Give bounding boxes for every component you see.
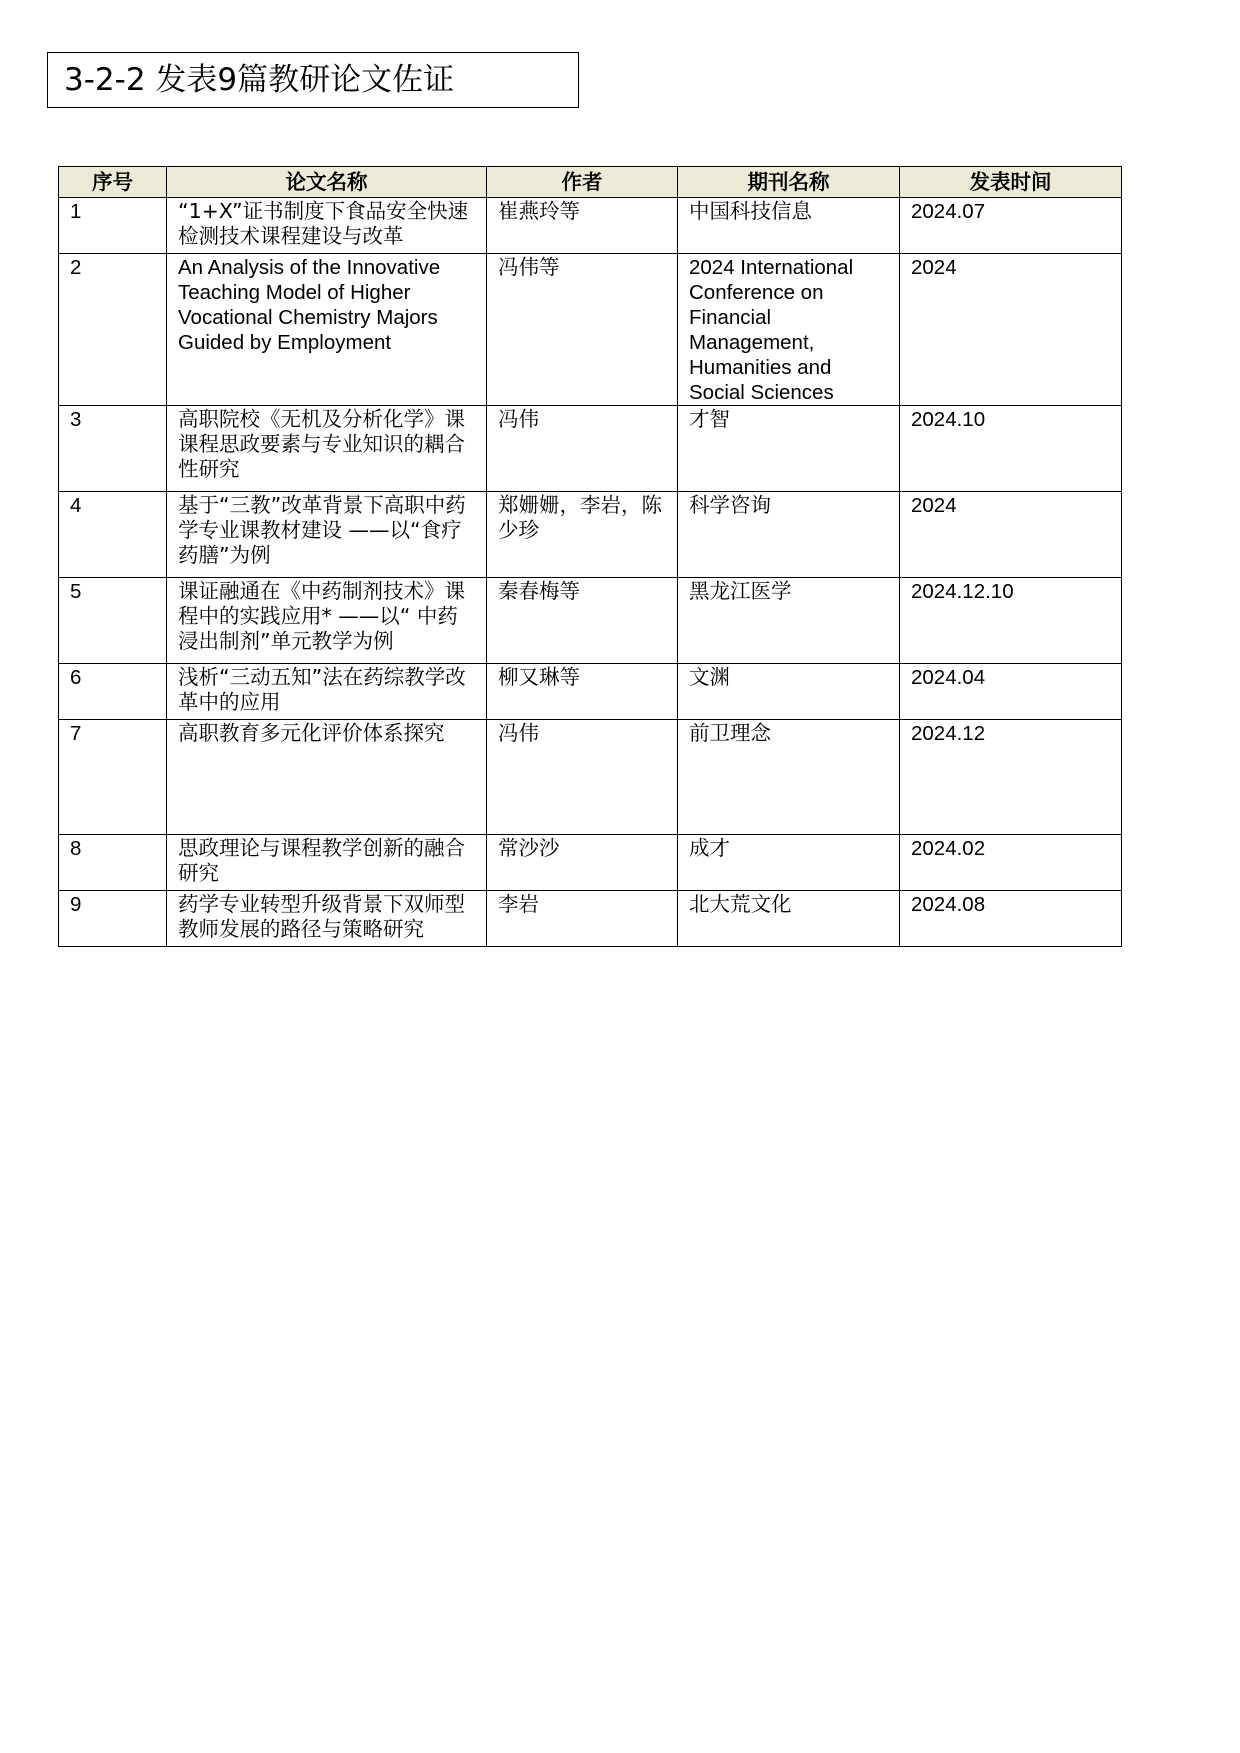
cell-date: 2024 xyxy=(900,254,1122,406)
table-row xyxy=(59,198,1122,254)
table-row xyxy=(59,254,1122,406)
cell-date: 2024.10 xyxy=(900,406,1122,492)
cell-date: 2024.02 xyxy=(900,835,1122,891)
header-journal: 期刊名称 xyxy=(678,167,900,198)
cell-title: 课证融通在《中药制剂技术》课程中的实践应用* ——以“ 中药浸出制剂”单元教学为例 xyxy=(167,578,487,664)
header-title: 论文名称 xyxy=(167,167,487,198)
cell-author: 崔燕玲等 xyxy=(487,198,678,254)
cell-date: 2024.08 xyxy=(900,891,1122,947)
cell-author: 冯伟等 xyxy=(487,254,678,406)
page-title-box xyxy=(47,52,579,108)
papers-table xyxy=(58,166,1122,947)
table-row xyxy=(59,406,1122,492)
table-row xyxy=(59,720,1122,835)
cell-author: 常沙沙 xyxy=(487,835,678,891)
page-title: 3-2-2 发表9篇教研论文佐证 xyxy=(64,61,455,98)
cell-date: 2024.12 xyxy=(900,720,1122,835)
cell-no: 3 xyxy=(59,406,167,492)
cell-author: 李岩 xyxy=(487,891,678,947)
cell-date: 2024 xyxy=(900,492,1122,578)
cell-author: 冯伟 xyxy=(487,720,678,835)
cell-author: 冯伟 xyxy=(487,406,678,492)
header-author: 作者 xyxy=(487,167,678,198)
cell-journal: 科学咨询 xyxy=(678,492,900,578)
table-row xyxy=(59,891,1122,947)
cell-title: “1+X”证书制度下食品安全快速检测技术课程建设与改革 xyxy=(167,198,487,254)
table-row xyxy=(59,578,1122,664)
table-row xyxy=(59,664,1122,720)
cell-journal: 中国科技信息 xyxy=(678,198,900,254)
table-row xyxy=(59,835,1122,891)
cell-title: 高职教育多元化评价体系探究 xyxy=(167,720,487,835)
cell-no: 9 xyxy=(59,891,167,947)
cell-author: 柳又琳等 xyxy=(487,664,678,720)
cell-journal: 前卫理念 xyxy=(678,720,900,835)
cell-title: 思政理论与课程教学创新的融合研究 xyxy=(167,835,487,891)
table-header-row xyxy=(59,167,1122,198)
cell-journal: 黑龙江医学 xyxy=(678,578,900,664)
cell-title: An Analysis of the Innovative Teaching Model of Higher Vocational Chemistry Majors Guided by Employment xyxy=(167,254,487,406)
table-row xyxy=(59,492,1122,578)
header-date: 发表时间 xyxy=(900,167,1122,198)
cell-no: 8 xyxy=(59,835,167,891)
cell-journal: 成才 xyxy=(678,835,900,891)
cell-no: 7 xyxy=(59,720,167,835)
cell-author: 秦春梅等 xyxy=(487,578,678,664)
cell-journal: 北大荒文化 xyxy=(678,891,900,947)
cell-journal: 2024 International Conference on Financial Management, Humanities and Social Sciences xyxy=(678,254,900,406)
cell-journal: 文渊 xyxy=(678,664,900,720)
cell-date: 2024.12.10 xyxy=(900,578,1122,664)
cell-no: 2 xyxy=(59,254,167,406)
cell-date: 2024.04 xyxy=(900,664,1122,720)
cell-author: 郑姗姗，李岩，陈少珍 xyxy=(487,492,678,578)
header-no: 序号 xyxy=(59,167,167,198)
cell-no: 1 xyxy=(59,198,167,254)
cell-no: 5 xyxy=(59,578,167,664)
cell-date: 2024.07 xyxy=(900,198,1122,254)
cell-journal: 才智 xyxy=(678,406,900,492)
cell-title: 高职院校《无机及分析化学》课课程思政要素与专业知识的耦合性研究 xyxy=(167,406,487,492)
cell-title: 浅析“三动五知”法在药综教学改革中的应用 xyxy=(167,664,487,720)
cell-title: 基于“三教”改革背景下高职中药学专业课教材建设 ——以“食疗药膳”为例 xyxy=(167,492,487,578)
cell-title: 药学专业转型升级背景下双师型教师发展的路径与策略研究 xyxy=(167,891,487,947)
cell-no: 4 xyxy=(59,492,167,578)
cell-no: 6 xyxy=(59,664,167,720)
